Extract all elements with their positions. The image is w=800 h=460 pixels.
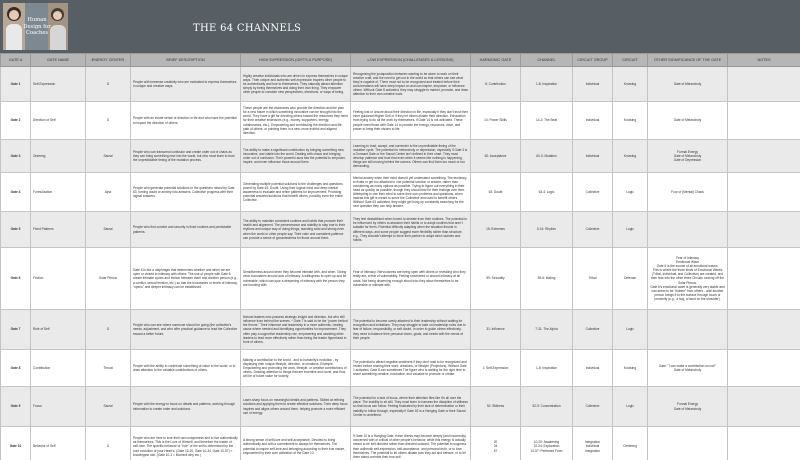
low-expression: Mental anxiety when their mind doesn't yet understand something. The tendency to fixate or get too attached to one potential solution or answer, rather than considering as many options as possible. Trying to figure out everything in their head as quickly as possible, though they should test for their findings over time. Attempting to use their mind to solve their own problems and questions, when instead this gift is meant to serve the Collective and used to benefit others. Without Gate 63 activated, they might get hung up constantly searching for the next question they can help answer.: [351, 173, 471, 212]
harmonic-gate: 52: Stillness: [471, 387, 521, 427]
circuit: Logic: [613, 310, 648, 350]
gate-name: Focus: [31, 387, 86, 427]
gate-name: Self-Expression: [31, 67, 86, 102]
notes-cell[interactable]: [728, 173, 800, 212]
circuit: Logic: [613, 387, 648, 427]
brief-description: People who can see where someone should be going (the collective's needs, adjustment, and who offer practical guidance to lead the Collective toward a better future.: [131, 310, 241, 350]
col-brief-description: BRIEF DESCRIPTION: [131, 54, 241, 67]
gate-name: Ordering: [31, 140, 86, 173]
low-expression: Fear of intimacy: Nervousness are being open with others or revealing who they really are, a fear of vulnerability. Feeling smothered or around intimacy at all costs. Not being discerning enough about who they allow themselves to be vulnerable or intimate with.: [351, 248, 471, 310]
col-circuit-group: CIRCUIT GROUP: [573, 54, 613, 67]
harmonic-gate: 15: Extremes: [471, 212, 521, 248]
low-expression: The potential to become overly attached to their leadership without waiting for recognition and invitations. They may struggle to take on leadership roles due to fear of failure, responsibility, or self-doubt. In order to guide others effectively, they need to balance their personal vision, goals, and needs with the needs of their people.: [351, 310, 471, 350]
table-row: [1, 173, 800, 212]
channel: 7-31: The Alpha: [521, 310, 573, 350]
gate-name: Formulization: [31, 173, 86, 212]
harmonic-gate: 1: Self-Expression: [471, 350, 521, 387]
circuit: Logic: [613, 173, 648, 212]
channel: 63-4: Logic: [521, 173, 573, 212]
energy-center: G: [86, 67, 131, 102]
brand-logo: [3, 3, 68, 50]
table-row: [1, 102, 800, 140]
col-notes: NOTES: [728, 54, 800, 67]
harmonic-gate: 31: Influence: [471, 310, 521, 350]
gate-number: Gate 2: [1, 102, 31, 140]
gate-number: Gate 5: [1, 212, 31, 248]
energy-center: Sacral: [86, 212, 131, 248]
circuit-group: Collective: [573, 310, 613, 350]
high-expression: Sensitiveness around when they become intimate with, and when. Giving clear boundaries around acts of intimacy. A willingness to open up and be vulnerable, which can spur a deepening of intimacy with the person they are bonding with.: [241, 248, 351, 310]
circuit: Knowing: [613, 140, 648, 173]
low-expression: The potential for a lack of focus, where their attention flies like it's all over the place. The inability to sit still. They must learn to harness the discipline of stillness so that focus can follow. Feeling frustrated by their lack of determination or their inability to follow through, especially if Gate 52 is a Hanging Gate or their Sacral Center is undefined.: [351, 387, 471, 427]
harmonic-gate: 60: Acceptance: [471, 140, 521, 173]
high-expression: These people are the visionaries who provide the direction and the plan for a new future in which something innovative can be brought into the world. They have a gift for directing others toward the resources they need for their creative endeavors (e.g., money, supporters, energy, collaborators, etc.). Empowering and contributing the direction and life path of others, or pointing them in a new, more truthful and aligned direction.: [241, 102, 351, 140]
page-title: THE 64 CHANNELS: [193, 23, 302, 34]
brief-description: People with immense creativity who are motivated to express themselves in unique and creative ways.: [131, 67, 241, 102]
col-harmonic-gate: HARMONIC GATE: [471, 54, 521, 67]
energy-center: Ajna: [86, 173, 131, 212]
header-row: [1, 54, 800, 67]
brief-description: People who are here to love their own uniqueness and to live authentically as themselves. This is the Love of Himself, and therefore the leader of self-love. The specific behavior or "role" of the self is determined by the core evolution of your Heart's. (Gate 10-20, Gate 10-34, Gate 10-57) = knowingest role. (Gate 10-1 = Moment why etc.): [131, 427, 241, 460]
low-expression: The potential to attract negative sentiment if they don't wait to be recognized and invited before sharing their work, creations, or lifestyle (Projectors). Without Gate 1 activated, Gate 8 can sometimes The figure who is waiting for the right time to share something creative, innovative, and valuable to promote or create.: [351, 350, 471, 387]
circuit-group: Collective: [573, 387, 613, 427]
harmonic-gate: 63: Doubt: [471, 173, 521, 212]
brief-description: People with an innate sense of direction in life and who have the potential to impact the direction of others.: [131, 102, 241, 140]
channel: 10-20: Awakening 10-34: Exploration 10-57: Perfected Form: [521, 427, 573, 460]
high-expression: The ability to make a significant contribution by bringing something new, innovative, and viable into the world. Dealing with chaos and bringing order out of confusion. Their powerful aura has the potential to empower, inspire, and even influence those around them.: [241, 140, 351, 173]
circuit-group: Individual: [573, 102, 613, 140]
notes-cell[interactable]: [728, 310, 800, 350]
col-low-expression: LOW EXPRESSION (CHALLENGES & LESSONS): [351, 54, 471, 67]
channel: 1-8: Inspiration: [521, 67, 573, 102]
energy-center: G: [86, 427, 131, 460]
circuit-group: Individual: [573, 350, 613, 387]
channel: 5-15: Rhythm: [521, 212, 573, 248]
other-significance: Four of (Mental) Chaos: [648, 173, 728, 212]
energy-center: Sacral: [86, 387, 131, 427]
channel: 52-9: Concentration: [521, 387, 573, 427]
table-row: [1, 427, 800, 460]
channel: 59-6: Mating: [521, 248, 573, 310]
high-expression: Highly creative individuals who are driven to express themselves in unique ways. Their unique and authentic self-expression inspires other people to be authentically and true to themselves. They naturally attract attention simply by being themselves and doing their own thing. They empower other people to consider new perspectives, directions, or ways of being.: [241, 67, 351, 102]
brief-description: People who find comfort and security in fixed routines and predictable patterns.: [131, 212, 241, 248]
table-row: [1, 212, 800, 248]
gate-name: Friction: [31, 248, 86, 310]
brief-description: People who generate potential solutions to the questions raised by Gate 63, turning doubt or anxiety into answers. Collective progress with their logical answers.: [131, 173, 241, 212]
circuit: Knowing: [613, 102, 648, 140]
high-expression: Generating multiple potential solutions to the challenges and questions posed by Gate 63: Doubt. Using their logical mind and deep mental awareness to evaluate and refine patterns for improvement. Providing potential answers/solutions that benefit others, possibly even the entire Collective.: [241, 173, 351, 212]
notes-cell[interactable]: [728, 102, 800, 140]
other-significance: Formal Energy Gate of Melancholy Gate of Depression: [648, 140, 728, 173]
circuit-group: Integration Individual Integration: [573, 427, 613, 460]
col-gate-number: GATE #: [1, 54, 31, 67]
notes-cell[interactable]: [728, 350, 800, 387]
low-expression: They feel destabilized when forced to deviate from their routines. The potential to be influenced by others to abandon their habits or to adopt routines that aren't suitable for them. Potential difficulty adapting when the situation thrusts in different ways, and some people suggest more flexibility rather than structure. e.g., They shouldn't attempt to force their partner to adopt strict routines and habits.: [351, 212, 471, 248]
notes-cell[interactable]: [728, 212, 800, 248]
notes-cell[interactable]: [728, 67, 800, 102]
circuit: Logic: [613, 212, 648, 248]
table-row: [1, 140, 800, 173]
brief-description: People who can transcend confusion and create order out of chaos as they can bring something new into the world, but who must learn to trust the unpredictable timing of the mutation process.: [131, 140, 241, 173]
circuit-group: Individual: [573, 67, 613, 102]
low-expression: Learning to trust, accept, and surrender to the unpredictable timing of the mutation cycle. The potential for melancholy or depression, especially if Gate 3 is a Dormant Gate or the Sacral Center isn't defined in their chart. They must develop patience and trust that even when it seems like nothing is happening, things are still moving behind the scenes. Others can find them too much or too demanding.: [351, 140, 471, 173]
table-row: [1, 248, 800, 310]
gate-name: Contribution: [31, 350, 86, 387]
gate-number: Gate 1: [1, 67, 31, 102]
notes-cell[interactable]: [728, 140, 800, 173]
energy-center: Solar Plexus: [86, 248, 131, 310]
gate-number: Gate 6: [1, 248, 31, 310]
high-expression: Laser-sharp focus on meaningful details and patterns. Skilled at refining solutions and applying them to create effective solutions. Their deep focus inspires and aligns others around them, helping promote a more efficient use of energy.: [241, 387, 351, 427]
gate-name: Behavior of Self: [31, 427, 86, 460]
circuit-group: Collective: [573, 212, 613, 248]
col-energy-center: ENERGY CENTER: [86, 54, 131, 67]
brief-description: People with the energy to focus on details and patterns, working through information to create order and solutions.: [131, 387, 241, 427]
brief-description: People with the ability to contribute something of value to the world, or to draw attention to the valuable contributions of others.: [131, 350, 241, 387]
title-banner: [0, 0, 800, 53]
energy-center: Sacral: [86, 140, 131, 173]
energy-center: G: [86, 310, 131, 350]
gate-name: Fixed Patterns: [31, 212, 86, 248]
other-significance: Formal Energy Gate of Melancholy: [648, 387, 728, 427]
col-high-expression: HIGH EXPRESSION (GIFTS & PURPOSE): [241, 54, 351, 67]
channels-table: [0, 53, 800, 460]
gate-number: Gate 3: [1, 140, 31, 173]
channel: 60-3: Mutation: [521, 140, 573, 173]
brief-description: Gate 6 is like a diaphragm that determines whether and when we are open or closed to intimacy with others. The use of people with Gate 6 create intimate cycles and friction between them and another person (e.g., a conflict, sexual tension, etc.) so that the boundaries or levels of intimacy, "opens" and deeper intimacy can be established.: [131, 248, 241, 310]
col-gate-name: GATE NAME: [31, 54, 86, 67]
harmonic-gate: 20 34 57: [471, 427, 521, 460]
table-row: [1, 310, 800, 350]
low-expression: Recognizing the juxtaposition between wanting to be alone to work on their creative craft, and the need to get out in the world so that others can see what they're capable of. There must not to be recognized and treated before their work/creations will have deep impact on and can inspire, empower, or influence others. Without Gate 8 activated, they may struggle to market, promote, and draw attention to their own creative work.: [351, 67, 471, 102]
circuit: Centering: [613, 427, 648, 460]
gate-name: Role of Self: [31, 310, 86, 350]
col-other-significance: OTHER SIGNIFICANCE OF THE GATE: [648, 54, 728, 67]
other-significance: [648, 212, 728, 248]
other-significance: Gate: "I can make a contribution so not!" Gate of Melancholy: [648, 350, 728, 387]
harmonic-gate: 14: Power Skills: [471, 102, 521, 140]
circuit-group: Individual: [573, 140, 613, 173]
channel: 1-8: Inspiration: [521, 350, 573, 387]
table-row: [1, 350, 800, 387]
gate-number: Gate 4: [1, 173, 31, 212]
other-significance: Gate of Melancholy: [648, 67, 728, 102]
circuit: Defense: [613, 248, 648, 310]
gate-name: Direction of Self: [31, 102, 86, 140]
gate-number: Gate 10: [1, 427, 31, 460]
low-expression: Feeling lost or unsure about their direction in life, especially if they don't trust their inner guidance/Higher Self or if they let others dictate their direction. Exhaustion from trying to do all the work by themselves, if Gate 14 is not activated. These people need those with Gate 14 to provide the energy, resources, drive, and power to bring their visions to life.: [351, 102, 471, 140]
logo-text: Human Design for Coaches: [23, 17, 51, 36]
circuit: Knowing: [613, 67, 648, 102]
other-significance: [648, 427, 728, 460]
table-row: [1, 67, 800, 102]
table-row: [1, 387, 800, 427]
harmonic-gate: 8: Contribution: [471, 67, 521, 102]
notes-cell[interactable]: [728, 248, 800, 310]
channel: 14-2: The Beat: [521, 102, 573, 140]
energy-center: Throat: [86, 350, 131, 387]
circuit-group: Collective: [573, 173, 613, 212]
high-expression: A strong sense of self-love and self-acceptance. Devoted to living authentically and with a commitment to always be themselves. The potential to inspire self-love and belonging according to their true nature, empowered by their core activation of the Gate 10.: [241, 427, 351, 460]
notes-cell[interactable]: [728, 427, 800, 460]
gate-number: Gate 8: [1, 350, 31, 387]
circuit-group: Tribal: [573, 248, 613, 310]
col-circuit: CIRCUIT: [613, 54, 648, 67]
other-significance: Gate of Melancholy: [648, 102, 728, 140]
high-expression: The ability to maintain consistent routines and habits that promote their health and alignment. The perseverance and stability to stay true to their rhythms and unique way of doing things, standing solid and strong even when the world or other people say. Their calm and consistent patience can provide a sense of groundedness for those around them.: [241, 212, 351, 248]
gate-number: Gate 9: [1, 387, 31, 427]
low-expression: If Gate 10 is a Hanging Gate, these clients may become deeply (and incorrectly) concerned with or critical of other people's behavior, while this energy is actually meant to be self-directed rather than directed outward. The potential to suppress their authentic self-expression, self-acceptance, and personal truth, or to lose themselves. The potential to let others dictate how they act and behave, or to let them stand override their true self.: [351, 427, 471, 460]
other-significance: Fear of Intimacy Emotional Wave Gate 6 is the source of all emotional waves. This is where the three kinds of Emotional Waves (Tribal, Individual, and Collective) are created, and then flow into the other three Circuits running off the Solar Plexus. Gate 6's emotional wave is generally very stable and can seem to be "hidden" from others - until another person brings it to the surface through touch or proximity (e.g., a hug, a hand on the shoulder).: [648, 248, 728, 310]
other-significance: [648, 310, 728, 350]
harmonic-gate: 59: Sexuality: [471, 248, 521, 310]
high-expression: Natural leaders who possess strategic insight and direction, but who still influence from behind the scenes. * Gate 7 is said to be the "power behind the throne." Their influence and leadership in a more authentic, healing cause where needed and identifying opportunities for improvement. They often play a supportive leadership role, empowering and assisting other leaders to lead more effectively rather than being the leader figurehead in front of others.: [241, 310, 351, 350]
energy-center: G: [86, 102, 131, 140]
high-expression: Making a contribution to the world - and to humanity's evolution - by displaying their unique lifestyle, direction, or creations. Example: Empowering and promoting the work, lifestyle, or creative contributions of others. Drawing attention to things that are inventive and novel, and thus will be of future value for society.: [241, 350, 351, 387]
col-channel: CHANNEL: [521, 54, 573, 67]
gate-number: Gate 7: [1, 310, 31, 350]
notes-cell[interactable]: [728, 387, 800, 427]
circuit: Knowing: [613, 350, 648, 387]
